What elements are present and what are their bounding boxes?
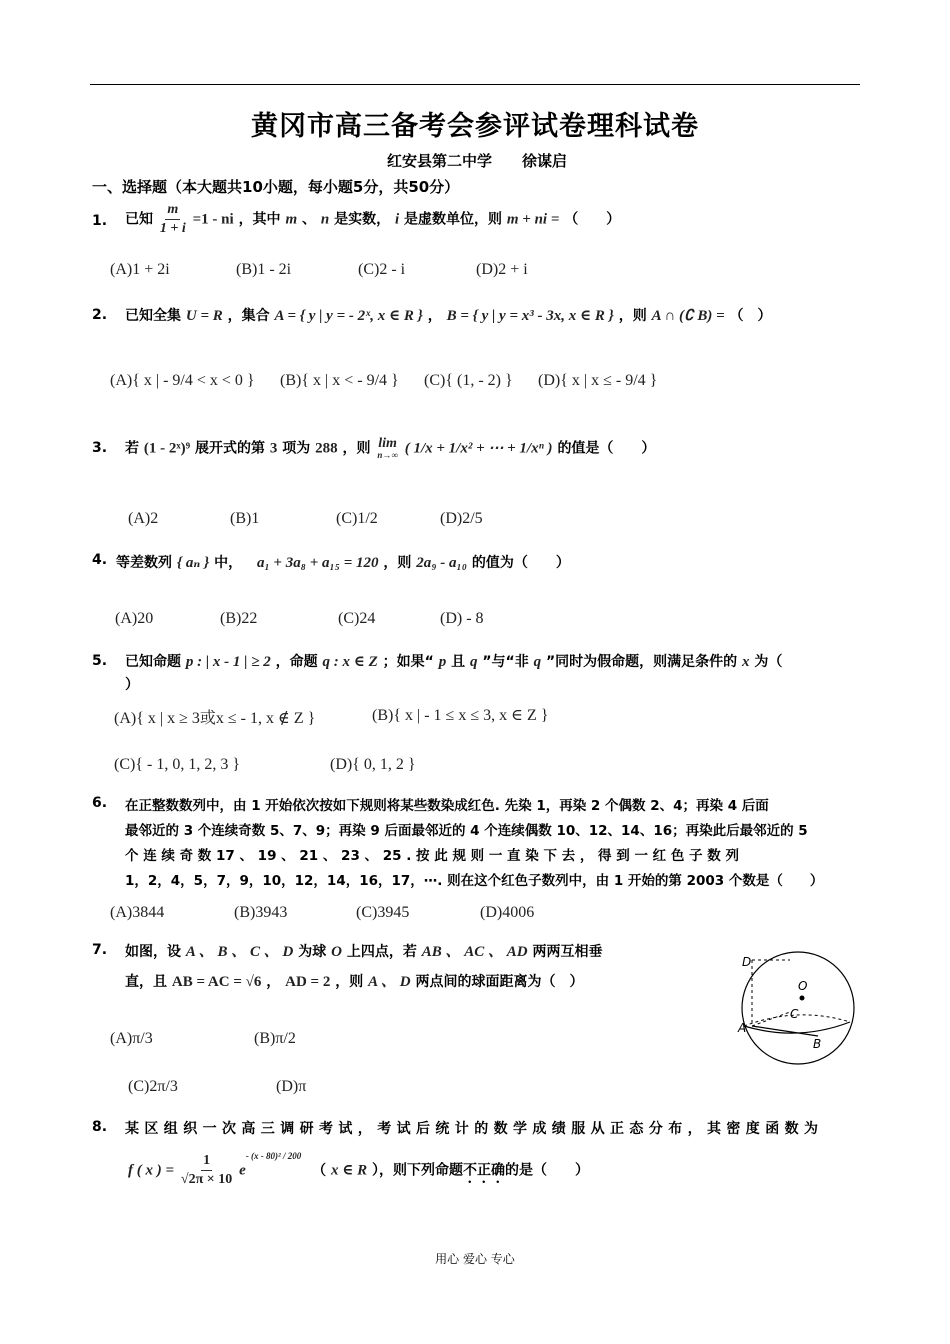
math-expr: 288 (315, 440, 338, 457)
question-number: 5. (92, 653, 108, 669)
stem-text: ；如果“ (382, 654, 434, 670)
question-6-line: 最邻近的 3 个连续奇数 5、7、9；再染 9 后面最邻近的 4 个连续偶数 10、12、14、16；再染此后最邻近的 5 (125, 823, 808, 839)
stem-text: 且 (451, 654, 466, 670)
stem-text: ，则 (335, 974, 364, 990)
question-6-line: 1，2，4，5，7，9，10，12，14，16，17，⋯. 则在这个红色子数列中，由 1 开始的第 2003 个数是（ ） (125, 873, 824, 889)
stem-text: ，命题 (275, 654, 318, 670)
numerator: m (165, 203, 180, 220)
sphere-figure (730, 940, 860, 1070)
stem-text: 项为 (282, 440, 311, 457)
option-d: (D)2 + i (476, 261, 528, 278)
option-d: (D) - 8 (440, 610, 484, 627)
stem-text: 已知全集 (125, 308, 181, 324)
question-number: 1. (92, 213, 108, 229)
question-1-stem (125, 203, 620, 236)
math-expr: AD = 2 (285, 974, 331, 990)
math-expr: U = R (185, 308, 223, 324)
stem-text: 已知命题 (125, 654, 181, 670)
math-var: e (239, 1162, 246, 1179)
option-a: (A)π/3 (110, 1030, 153, 1047)
question-number: 3. (92, 440, 108, 456)
stem-text: 展开式的第 (195, 440, 266, 457)
option-b: (B){ x | - 1 ≤ x ≤ 3, x ∈ Z } (372, 707, 549, 724)
math-expr: =1 - ni (192, 211, 234, 228)
stem-text: 等差数列 (116, 555, 172, 571)
math-expr: m + ni = (506, 211, 560, 228)
option-c: (C)1/2 (336, 510, 378, 527)
option-a: (A)3844 (110, 904, 165, 921)
stem-text: 是虚数单位，则 (404, 211, 502, 228)
math-expr: 2a₉ - a₁₀ (416, 555, 467, 571)
segment-ab (752, 1026, 818, 1036)
fraction (160, 203, 186, 236)
option-a: (A)2 (128, 510, 159, 527)
math-expr: 3 (269, 440, 278, 457)
option-c: (C)3945 (356, 904, 410, 921)
label-o: O (798, 979, 808, 993)
page-title: 黄冈市高三备考会参评试卷理科试卷 (251, 111, 699, 142)
stem-text: （ (312, 1162, 327, 1179)
page-footer: 用心 爱心 专心 (435, 1252, 515, 1266)
numerator: 1 (201, 1154, 212, 1171)
math-expr: A ∩ (∁ B) = (651, 308, 725, 324)
math-expr: { aₙ } (176, 555, 210, 571)
stem-text: ，集合 (227, 308, 270, 324)
option-b: (B){ x | x < - 9/4 } (280, 372, 399, 389)
stem-text: 已知 (125, 211, 153, 228)
math-expr: AB = AC = √6 (171, 974, 262, 990)
question-number: 2. (92, 307, 108, 323)
limit-label: lim (378, 436, 397, 451)
question-6-line: 个 连 续 奇 数 17 、 19 、 21 、 23 、 25 . 按 此 规 则 一 直 染 下 去 ， 得 到 一 红 色 子 数 列 (125, 848, 739, 864)
math-expr: AB 、 AC 、 AD (421, 944, 528, 960)
math-expr: p : | x - 1 | ≥ 2 (185, 654, 271, 670)
math-var: q (533, 654, 542, 670)
option-d: (D)π (276, 1078, 307, 1095)
stem-text: 中， (214, 555, 243, 571)
label-d: D (742, 955, 752, 969)
math-expr: a₁ + 3a₈ + a₁₅ = 120 (256, 555, 379, 571)
math-var: i (394, 211, 400, 228)
question-4-stem (116, 552, 570, 572)
math-expr: (1 - 2ˣ)⁹ (143, 440, 191, 457)
stem-text: ， (427, 308, 442, 324)
stem-text: ），则下列命题 (371, 1162, 463, 1179)
stem-text: ”与“非 (482, 654, 529, 670)
answer-paren-close: ） (125, 677, 139, 693)
math-expr: B = { y | y = x³ - 3x, x ∈ R } (446, 308, 614, 324)
stem-text: ，则 (383, 555, 412, 571)
stem-text: ，其中 (238, 211, 281, 228)
fraction (181, 1154, 232, 1187)
math-var: q (469, 654, 478, 670)
answer-paren: 的值为（ ） (471, 555, 570, 571)
option-d: (D){ x | x ≤ - 9/4 } (538, 372, 658, 389)
stem-text: 若 (125, 440, 139, 457)
option-c: (C){ (1, - 2) } (424, 372, 513, 389)
option-d: (D)4006 (480, 904, 535, 921)
stem-text: 是实数， (334, 211, 391, 228)
question-number: 8. (92, 1119, 108, 1135)
option-d: (D){ 0, 1, 2 } (330, 756, 416, 773)
answer-paren: （ ） (564, 211, 621, 228)
question-3-stem (125, 437, 655, 460)
author-line: 红安县第二中学 徐谋启 (386, 152, 567, 170)
stem-text: ， (266, 974, 281, 990)
option-c: (C){ - 1, 0, 1, 2, 3 } (114, 756, 241, 773)
math-var: p (438, 654, 447, 670)
question-6-line: 在正整数数列中，由 1 开始依次按如下规则将某些数染成红色. 先染 1，再染 2 个偶数 2、4；再染 4 后面 (125, 798, 769, 814)
question-2-stem (125, 305, 772, 325)
option-a: (A){ x | x ≥ 3或x ≤ - 1, x ∉ Z } (114, 710, 316, 727)
option-b: (B)3943 (234, 904, 288, 921)
math-var: x (742, 654, 750, 670)
math-expr: f ( x ) = (128, 1162, 175, 1179)
label-c: C (790, 1007, 799, 1021)
stem-text: ，则 (342, 440, 371, 457)
math-expr: A = { y | y = - 2ˣ, x ∈ R } (274, 308, 423, 324)
answer-paren: 的是（ ） (504, 1162, 589, 1179)
stem-text: ，则 (618, 308, 647, 324)
option-c: (C)2π/3 (128, 1078, 178, 1095)
math-expr: x ∈ R (331, 1162, 368, 1179)
denominator: 1 + i (159, 221, 186, 236)
question-5-stem (125, 651, 782, 671)
header-rule (90, 84, 860, 85)
math-expr: ( 1/x + 1/x² + ⋯ + 1/xⁿ ) (404, 440, 553, 457)
stem-text: 两两互相垂 (532, 944, 603, 960)
option-b: (B)π/2 (254, 1030, 296, 1047)
label-b: B (813, 1037, 822, 1051)
center-dot (800, 996, 805, 1001)
answer-paren: 为（ (754, 654, 783, 670)
option-b: (B)1 (230, 510, 260, 527)
emphasized-text: 不正确 (462, 1162, 505, 1179)
option-d: (D)2/5 (440, 510, 483, 527)
stem-text: 为球 (298, 944, 327, 960)
math-var: O (331, 944, 342, 960)
exponent: - (x - 80)² / 200 (245, 1150, 302, 1161)
denominator: √2π × 10 (180, 1172, 233, 1187)
option-c: (C)2 - i (358, 261, 406, 278)
question-7-line1 (125, 940, 602, 961)
math-var: n (320, 211, 330, 228)
question-8-line2 (128, 1150, 589, 1187)
stem-text: 如图，设 (125, 944, 181, 960)
segment-ac (752, 1012, 790, 1026)
stem-text: 、 (301, 211, 316, 228)
question-number: 4. (92, 552, 108, 568)
answer-paren: （ ） (729, 308, 772, 324)
option-a: (A)1 + 2i (110, 261, 170, 278)
stem-text: 直，且 (125, 974, 167, 990)
option-c: (C)24 (338, 610, 376, 627)
option-b: (B)1 - 2i (236, 261, 292, 278)
question-number: 6. (92, 795, 108, 811)
math-expr: q : x ∈ Z (322, 654, 378, 670)
math-expr: A 、 B 、 C 、 D (185, 944, 294, 960)
option-a: (A){ x | - 9/4 < x < 0 } (110, 372, 255, 389)
option-a: (A)20 (115, 610, 154, 627)
stem-text: ”同时为假命题，则满足条件的 (545, 654, 738, 670)
limit (377, 437, 397, 460)
answer-paren: 的值是（ ） (557, 440, 656, 457)
question-number: 7. (92, 942, 108, 958)
limit-subscript: n→∞ (377, 450, 398, 460)
answer-paren: 两点间的球面距离为（ ） (415, 974, 584, 990)
stem-text: 上四点，若 (346, 944, 417, 960)
option-b: (B)22 (220, 610, 258, 627)
question-7-line2 (125, 970, 584, 991)
math-expr: A 、 D (368, 974, 411, 990)
section-heading: 一、选择题（本大题共10小题，每小题5分，共50分） (92, 178, 460, 196)
math-var: m (285, 211, 298, 228)
question-8-line1: 某区组织一次高三调研考试，考试后统计的数学成绩服从正态分布，其密度函数为 (125, 1121, 824, 1137)
label-a: A (738, 1021, 747, 1035)
